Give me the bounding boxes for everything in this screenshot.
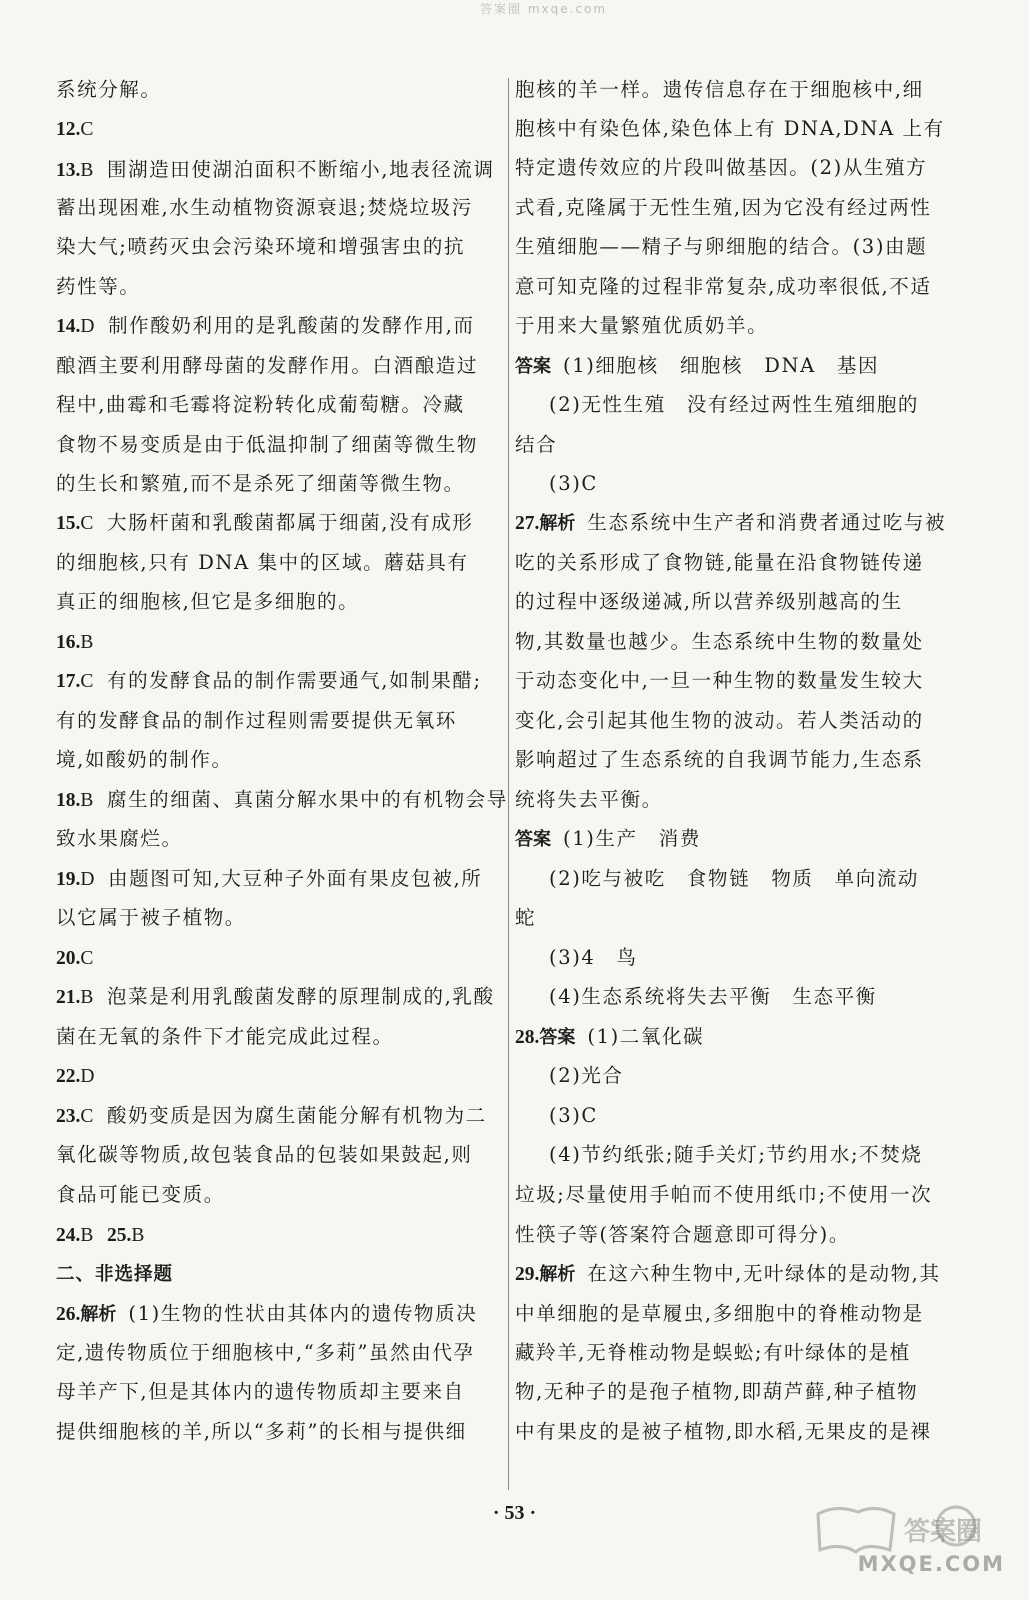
answer-label: 答案 (515, 356, 551, 377)
line-text: 垃圾;尽量使用手帕而不使用纸巾;不使用一次 (515, 1183, 933, 1206)
text-line (515, 1420, 932, 1444)
line-text: 致水果腐烂。 (56, 827, 183, 850)
line-text: 提供细胞核的羊,所以“多莉”的长相与提供细 (56, 1420, 467, 1443)
text-line (56, 235, 465, 259)
line-text: 染大气;喷药灭虫会污染环境和增强害虫的抗 (56, 235, 466, 258)
watermark-logo-text: 答案圈 (904, 1517, 983, 1547)
line-text: (1)细胞核 细胞核 DNA 基因 (563, 354, 880, 377)
line-text: 统将失去平衡。 (515, 788, 663, 811)
answer-label: 解析 (80, 1304, 117, 1325)
line-text: 生殖细胞——精子与卵细胞的结合。(3)由题 (515, 235, 928, 258)
text-line (515, 709, 924, 733)
text-line (515, 788, 663, 812)
text-line (56, 354, 478, 378)
text-line (56, 158, 495, 183)
question-number: 16. (56, 632, 81, 653)
answer-label: 答案 (515, 829, 551, 850)
line-text: 中有果皮的是被子植物,即水稻,无果皮的是裸 (515, 1420, 932, 1443)
line-text: (4)生态系统将失去平衡 生态平衡 (549, 985, 877, 1008)
page-number: · 53 · (492, 1502, 537, 1524)
text-line (515, 314, 768, 338)
line-text: 的过程中逐级递减,所以营养级别越高的生 (515, 590, 903, 613)
text-line (56, 511, 473, 536)
text-line (515, 1064, 624, 1088)
text-line (56, 196, 473, 220)
line-text: 胞核的羊一样。遗传信息存在于细胞核中,细 (515, 78, 924, 101)
column-divider (508, 78, 509, 1490)
line-text: (3)C (549, 1104, 598, 1127)
question-number: 27. (515, 513, 540, 534)
answer-label: 答案 (539, 1027, 576, 1048)
line-text: (2)光合 (549, 1064, 624, 1087)
text-line (515, 433, 557, 457)
answer-choice: D (80, 869, 97, 890)
line-text: (4)节约纸张;随手关灯;节约用水;不焚烧 (549, 1143, 923, 1166)
text-line (515, 630, 924, 654)
text-line (56, 78, 162, 102)
line-text: 于动态变化中,一旦一种生物的数量发生较大 (515, 669, 924, 692)
line-text: 程中,曲霉和毛霉将淀粉转化成葡萄糖。冷藏 (56, 393, 465, 416)
line-text: 以它属于被子植物。 (56, 906, 246, 929)
text-line (56, 985, 495, 1010)
question-number: 19. (56, 869, 81, 890)
text-line (515, 946, 638, 970)
text-line (56, 946, 95, 971)
answer-choice: D (80, 1066, 97, 1087)
answer-choice: D (80, 316, 97, 337)
line-text: 变化,会引起其他生物的波动。若人类活动的 (515, 709, 924, 732)
line-text: 围湖造田使湖泊面积不断缩小,地表径流调 (106, 158, 495, 181)
text-line (56, 433, 478, 457)
answer-choice: B (80, 987, 95, 1008)
line-text: 藏羚羊,无脊椎动物是蜈蚣;有叶绿体的是植 (515, 1341, 911, 1364)
question-number: 13. (56, 160, 81, 181)
watermark-domain: MXQE.COM (857, 1552, 1005, 1576)
text-line (515, 985, 877, 1009)
line-text: 的细胞核,只有 DNA 集中的区域。蘑菇具有 (56, 551, 469, 574)
text-line (56, 788, 508, 813)
question-number: 17. (56, 671, 81, 692)
text-line (515, 590, 903, 614)
line-text: 由题图可知,大豆种子外面有果皮包被,所 (108, 867, 483, 890)
answer-choice: C (80, 671, 95, 692)
line-text: 蛇 (515, 906, 537, 929)
line-text: (1)生产 消费 (563, 827, 701, 850)
answer-choice: C (80, 948, 95, 969)
text-line (56, 669, 482, 694)
text-line (56, 551, 469, 575)
text-line (56, 1025, 394, 1049)
text-line (515, 1223, 850, 1247)
line-text: 定,遗传物质位于细胞核中,“多莉”虽然由代孕 (56, 1341, 475, 1364)
line-text: (2)无性生殖 没有经过两性生殖细胞的 (549, 393, 920, 416)
line-text: 中单细胞的是草履虫,多细胞中的脊椎动物是 (515, 1302, 924, 1325)
text-line (515, 906, 536, 930)
text-line (56, 1341, 475, 1365)
line-text: 物,无种子的是孢子植物,即葫芦藓,种子植物 (515, 1380, 919, 1403)
text-line (515, 1183, 932, 1207)
text-line (515, 354, 879, 379)
text-line (515, 196, 932, 220)
line-text: 境,如酸奶的制作。 (56, 748, 233, 771)
line-text: 系统分解。 (56, 78, 162, 101)
line-text: 物,其数量也越少。生态系统中生物的数量处 (515, 630, 924, 653)
text-line (515, 1104, 598, 1128)
text-line (515, 551, 924, 575)
question-number: 18. (56, 790, 81, 811)
text-line (515, 1262, 941, 1287)
question-number: 28. (515, 1027, 540, 1048)
text-line (515, 1302, 924, 1326)
line-text: 的生长和繁殖,而不是杀死了细菌等微生物。 (56, 472, 465, 495)
line-text: 有的发酵食品的制作需要通气,如制果醋; (106, 669, 482, 692)
text-line (515, 669, 924, 693)
line-text: 食物不易变质是由于低温抑制了细菌等微生物 (56, 433, 479, 456)
text-line (56, 867, 482, 892)
text-line (515, 748, 924, 772)
line-text: 性筷子等(答案符合题意即可得分)。 (515, 1223, 850, 1246)
line-text: (1)生物的性状由其体内的遗传物质决 (128, 1302, 478, 1325)
question-number: 12. (56, 119, 81, 140)
answer-choice: B (131, 1225, 146, 1246)
line-text: 腐生的细菌、真菌分解水果中的有机物会导 (106, 788, 508, 811)
line-text: 蓄出现困难,水生动植物资源衰退;焚烧垃圾污 (56, 196, 473, 219)
line-text: 意可知克隆的过程非常复杂,成功率很低,不适 (515, 275, 932, 298)
text-line (56, 590, 359, 614)
text-line (56, 314, 475, 339)
line-text: 结合 (515, 433, 558, 456)
text-line (56, 906, 246, 930)
question-number: 26. (56, 1304, 81, 1325)
line-text: 泡菜是利用乳酸菌发酵的原理制成的,乳酸 (106, 985, 495, 1008)
line-text: (3)C (549, 472, 598, 495)
answer-choice: B (80, 160, 95, 181)
answer-choice: C (80, 513, 95, 534)
text-line (515, 275, 932, 299)
text-line (515, 1143, 922, 1167)
line-text: 特定遗传效应的片段叫做基因。(2)从生殖方 (515, 156, 928, 179)
line-text: (1)二氧化碳 (587, 1025, 705, 1048)
line-text: 酿酒主要利用酵母菌的发酵作用。白酒酿造过 (56, 354, 479, 377)
line-text: 真正的细胞核,但它是多细胞的。 (56, 590, 360, 613)
text-line (56, 1380, 465, 1404)
line-text: 式看,克隆属于无性生殖,因为它没有经过两性 (515, 196, 932, 219)
question-number: 23. (56, 1106, 81, 1127)
text-line (56, 472, 465, 496)
text-line (56, 1183, 225, 1207)
line-text: 有的发酵食品的制作过程则需要提供无氧环 (56, 709, 457, 732)
text-line (56, 827, 183, 851)
text-line (515, 867, 919, 891)
text-line (56, 709, 457, 733)
text-line (56, 275, 140, 299)
line-text: 氧化碳等物质,故包装食品的包装如果鼓起,则 (56, 1143, 473, 1166)
answer-choice: C (80, 1106, 95, 1127)
text-line (56, 630, 95, 655)
line-text: 胞核中有染色体,染色体上有 DNA,DNA 上有 (515, 117, 945, 140)
answer-choice: B (80, 1225, 95, 1246)
text-line (515, 827, 701, 852)
question-number: 21. (56, 987, 81, 1008)
question-number: 15. (56, 513, 81, 534)
line-text: (3)4 鸟 (549, 946, 638, 969)
text-line (515, 156, 927, 180)
text-line (515, 1025, 704, 1050)
answer-choice: B (80, 632, 95, 653)
text-line (56, 117, 95, 142)
answer-choice: C (80, 119, 95, 140)
line-text: 酸奶变质是因为腐生菌能分解有机物为二 (106, 1104, 487, 1127)
line-text: (2)吃与被吃 食物链 物质 单向流动 (549, 867, 920, 890)
text-line (515, 511, 946, 536)
line-text: 菌在无氧的条件下才能完成此过程。 (56, 1025, 394, 1048)
text-line (515, 393, 919, 417)
text-line (515, 1380, 918, 1404)
line-text: 于用来大量繁殖优质奶羊。 (515, 314, 769, 337)
answer-label: 解析 (539, 513, 576, 534)
line-text: 生态系统中生产者和消费者通过吃与被 (587, 511, 947, 534)
text-line (515, 78, 924, 102)
text-line (56, 1262, 173, 1287)
question-number: 25. (106, 1225, 132, 1246)
line-text: 母羊产下,但是其体内的遗传物质却主要来自 (56, 1380, 465, 1403)
answer-choice: B (80, 790, 95, 811)
site-watermark (806, 1500, 1011, 1578)
line-text: 药性等。 (56, 275, 141, 298)
text-line (56, 1302, 477, 1327)
text-line (56, 1223, 146, 1248)
section-heading: 二、非选择题 (56, 1264, 174, 1285)
text-line (56, 748, 233, 772)
line-text: 在这六种生物中,无叶绿体的是动物,其 (587, 1262, 941, 1285)
text-line (515, 117, 945, 141)
answer-label: 解析 (539, 1264, 576, 1285)
question-number: 29. (515, 1264, 540, 1285)
text-line (56, 1104, 487, 1129)
line-text: 吃的关系形成了食物链,能量在沿食物链传递 (515, 551, 924, 574)
text-line (515, 472, 598, 496)
text-line (515, 1341, 911, 1365)
text-line (56, 1420, 467, 1444)
text-line (56, 393, 465, 417)
question-number: 20. (56, 948, 81, 969)
text-line (515, 235, 927, 259)
top-watermark: 答案圈 mxqe.com (480, 2, 608, 16)
question-number: 24. (56, 1225, 81, 1246)
line-text: 大肠杆菌和乳酸菌都属于细菌,没有成形 (106, 511, 474, 534)
question-number: 22. (56, 1066, 81, 1087)
line-text: 食品可能已变质。 (56, 1183, 225, 1206)
text-line (56, 1143, 473, 1167)
line-text: 影响超过了生态系统的自我调节能力,生态系 (515, 748, 924, 771)
question-number: 14. (56, 316, 81, 337)
line-text: 制作酸奶利用的是乳酸菌的发酵作用,而 (108, 314, 475, 337)
text-line (56, 1064, 96, 1089)
